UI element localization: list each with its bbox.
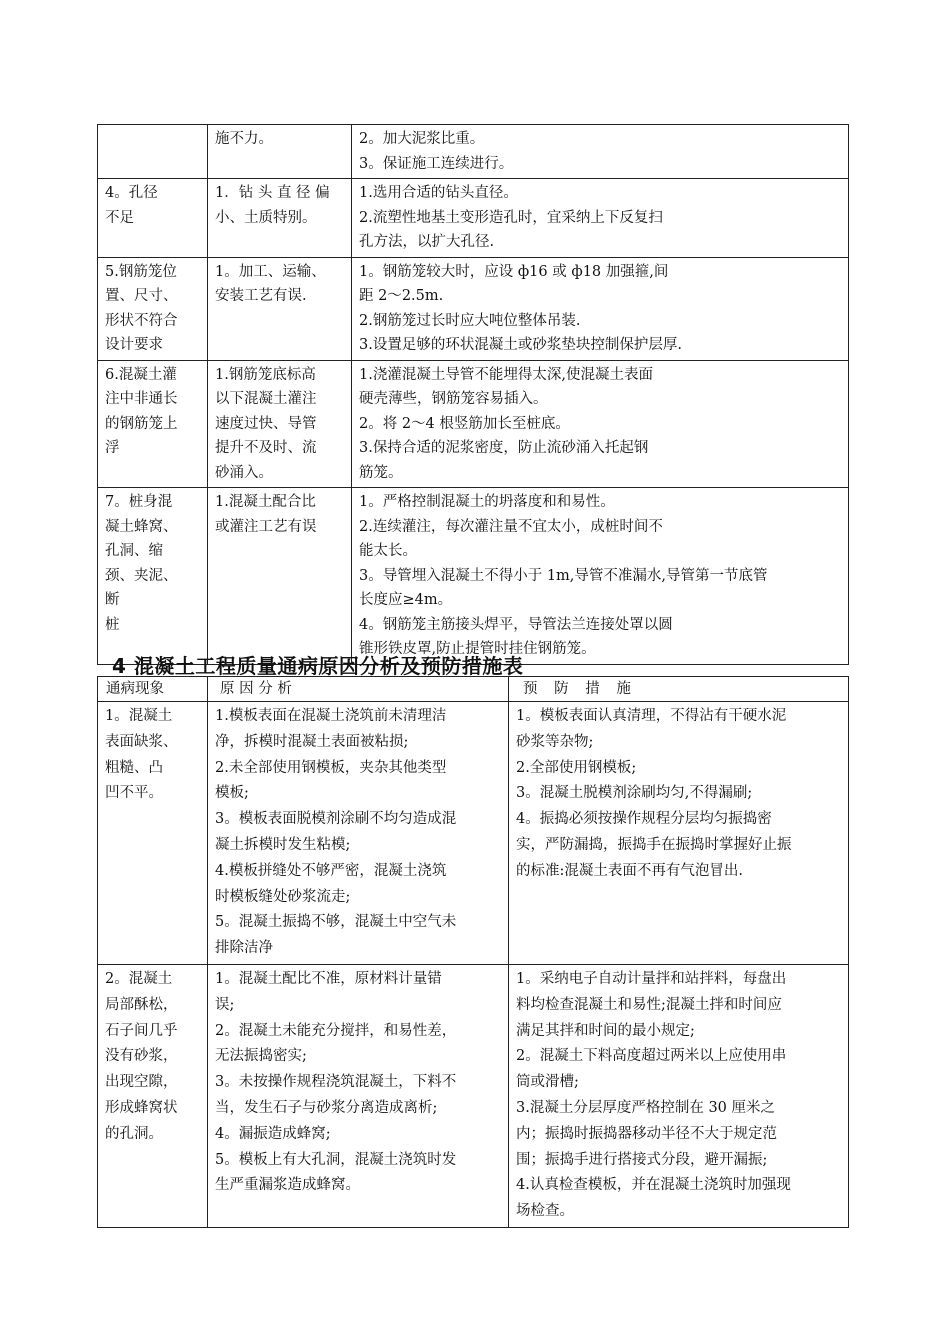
issue-line: 2。混凝土 bbox=[105, 970, 173, 987]
cause-line: 砂涌入。 bbox=[215, 464, 273, 481]
cause-line: 1.钢筋笼底标高 bbox=[215, 366, 316, 383]
measures-line: 3。混凝土脱模剂涂刷均匀,不得漏刷; bbox=[516, 785, 753, 802]
measures-line: 2.全部使用钢模板; bbox=[516, 759, 637, 776]
cause-line: 以下混凝土灌注 bbox=[215, 391, 317, 407]
measures-line: 围；振捣手进行搭接式分段，避开漏振; bbox=[516, 1151, 768, 1168]
cause-line: 小、土质特别。 bbox=[215, 209, 317, 226]
issue-line: 4。孔径 bbox=[105, 185, 158, 201]
issue-cell bbox=[98, 179, 208, 258]
header-cause: 原 因 分 析 bbox=[208, 677, 509, 702]
cause-cell bbox=[208, 179, 352, 258]
issue-line: 断 bbox=[105, 592, 120, 608]
measures-line: 3.设置足够的环状混凝土或砂浆垫块控制保护层厚. bbox=[359, 337, 682, 353]
measures-line: 3.混凝土分层厚度严格控制在 30 厘米之 bbox=[516, 1099, 776, 1116]
cause-line: 排除洁净 bbox=[215, 940, 273, 957]
cause-line: 误; bbox=[215, 996, 235, 1013]
issue-line: 不足 bbox=[105, 209, 134, 226]
measures-line: 4。振捣必须按操作规程分层均匀振捣密 bbox=[516, 811, 772, 828]
issue-line: 颈、夹泥、 bbox=[105, 567, 178, 584]
table-row bbox=[98, 488, 849, 665]
measures-cell bbox=[352, 125, 849, 179]
cause-cell bbox=[208, 257, 352, 360]
measures-line: 2。将 2～4 根竖筋加长至桩底。 bbox=[359, 415, 570, 432]
measures-line: 2.流塑性地基土变形造孔时，宜采纳上下反复扫 bbox=[359, 209, 663, 226]
measures-line: 4。钢筋笼主筋接头焊平，导管法兰连接处罩以圆 bbox=[359, 616, 673, 633]
cause-line: 无法振捣密实; bbox=[215, 1048, 307, 1065]
measures-line: 2.钢筋笼过长时应大吨位整体吊装. bbox=[359, 312, 581, 329]
issue-cell bbox=[98, 360, 208, 488]
measures-line: 硬壳薄些，钢筋笼容易插入。 bbox=[359, 391, 548, 407]
cause-line: 2.未全部使用钢模板，夹杂其他类型 bbox=[215, 759, 447, 776]
table-row bbox=[98, 125, 849, 179]
cause-line: 净，拆模时混凝土表面被粘损; bbox=[215, 733, 409, 750]
cause-line: 或灌注工艺有误 bbox=[215, 518, 317, 535]
measures-cell bbox=[352, 488, 849, 665]
measures-line: 孔方法，以扩大孔径. bbox=[359, 234, 495, 250]
issue-line: 置、尺寸、 bbox=[105, 288, 178, 304]
issue-cell bbox=[98, 702, 208, 965]
cause-line: 时模板缝处砂浆流走; bbox=[215, 888, 351, 905]
table-header-row bbox=[98, 677, 849, 702]
issue-cell bbox=[98, 125, 208, 179]
cause-line: 1。混凝土配比不准，原材料计量错 bbox=[215, 970, 442, 987]
cause-line: 2。混凝土未能充分搅拌，和易性差， bbox=[215, 1022, 457, 1039]
issue-line: 凝土蜂窝、 bbox=[105, 518, 178, 535]
cause-cell bbox=[208, 964, 509, 1227]
issue-cell bbox=[98, 257, 208, 360]
measures-line: 满足其拌和时间的最小规定; bbox=[516, 1022, 695, 1039]
cause-line: 1．钻 头 直 径 偏 bbox=[215, 185, 330, 201]
measures-line: 2.连续灌注，每次灌注量不宜太小，成桩时间不 bbox=[359, 518, 663, 535]
header-issue: 通病现象 bbox=[98, 677, 208, 702]
table-row bbox=[98, 360, 849, 488]
issue-line: 出现空隙， bbox=[105, 1074, 178, 1091]
measures-line: 长度应≥4m。 bbox=[359, 592, 453, 608]
cause-line: 3。未按操作规程浇筑混凝土，下料不 bbox=[215, 1074, 457, 1091]
issue-line: 形状不符合 bbox=[105, 312, 178, 329]
measures-cell bbox=[352, 179, 849, 258]
table-row bbox=[98, 964, 849, 1227]
issue-line: 局部酥松， bbox=[105, 996, 178, 1013]
cause-line: 5。混凝土振捣不够，混凝土中空气未 bbox=[215, 914, 457, 931]
issue-line: 5.钢筋笼位 bbox=[105, 263, 177, 280]
measures-line: 3.保持合适的泥浆密度，防止流砂涌入托起钢 bbox=[359, 440, 649, 456]
cause-cell bbox=[208, 488, 352, 665]
measures-line: 筒或滑槽; bbox=[516, 1074, 579, 1091]
measures-line: 距 2～2.5m. bbox=[359, 288, 444, 304]
measures-line: 筋笼。 bbox=[359, 464, 403, 481]
cause-line: 施不力。 bbox=[215, 131, 273, 147]
measures-line: 锥形铁皮罩,防止提管时挂住钢筋笼。 bbox=[359, 641, 596, 657]
issue-cell bbox=[98, 488, 208, 665]
issue-line: 的孔洞。 bbox=[105, 1125, 163, 1142]
section-title: 4 混凝土工程质量通病原因分析及预防措施表 bbox=[112, 654, 524, 678]
measures-cell bbox=[352, 257, 849, 360]
issue-line: 表面缺浆、 bbox=[105, 733, 178, 750]
cause-line: 生严重漏浆造成蜂窝。 bbox=[215, 1177, 360, 1194]
cause-line: 模板; bbox=[215, 785, 249, 802]
cause-line: 当，发生石子与砂浆分离造成离析; bbox=[215, 1099, 438, 1116]
issue-line: 桩 bbox=[105, 616, 120, 633]
cause-line: 4.模板拼缝处不够严密，混凝土浇筑 bbox=[215, 862, 447, 879]
cause-cell bbox=[208, 125, 352, 179]
issue-line: 7。桩身混 bbox=[105, 494, 173, 510]
issue-line: 形成蜂窝状 bbox=[105, 1099, 178, 1116]
measures-line: 1。采纳电子自动计量拌和站拌料，每盘出 bbox=[516, 970, 787, 987]
measures-cell bbox=[352, 360, 849, 488]
measures-line: 1.选用合适的钻头直径。 bbox=[359, 185, 518, 201]
measures-line: 2。混凝土下料高度超过两米以上应使用串 bbox=[516, 1048, 787, 1065]
table-row bbox=[98, 257, 849, 360]
issue-line: 注中非通长 bbox=[105, 391, 178, 407]
table-row bbox=[98, 179, 849, 258]
cause-line: 1.模板表面在混凝土浇筑前未清理洁 bbox=[215, 708, 447, 724]
issue-line: 6.混凝土灌 bbox=[105, 366, 177, 383]
cause-line: 提升不及时、流 bbox=[215, 440, 317, 456]
cause-line: 速度过快、导管 bbox=[215, 415, 317, 432]
issue-cell bbox=[98, 964, 208, 1227]
cause-cell bbox=[208, 360, 352, 488]
measures-line: 料均检查混凝土和易性;混凝土拌和时间应 bbox=[516, 996, 782, 1013]
table-row bbox=[98, 702, 849, 965]
measures-line: 能太长。 bbox=[359, 543, 417, 559]
measures-line: 场检查。 bbox=[516, 1203, 574, 1220]
measures-line: 1.浇灌混凝土导管不能埋得太深,使混凝土表面 bbox=[359, 366, 653, 383]
cause-line: 1。加工、运输、 bbox=[215, 263, 326, 280]
measures-line: 3。保证施工连续进行。 bbox=[359, 155, 514, 172]
measures-line: 1。钢筋笼较大时，应设 ф16 或 ф18 加强箍,间 bbox=[359, 263, 669, 280]
measures-line: 实，严防漏捣，振捣手在振捣时掌握好止振 bbox=[516, 836, 792, 853]
issue-line: 孔洞、缩 bbox=[105, 543, 163, 559]
cause-line: 4。漏振造成蜂窝; bbox=[215, 1125, 331, 1142]
measures-line: 1。严格控制混凝土的坍落度和和易性。 bbox=[359, 494, 615, 510]
concrete-defects-table bbox=[97, 676, 849, 1228]
cause-line: 安装工艺有误. bbox=[215, 288, 307, 304]
issue-line: 设计要求 bbox=[105, 337, 163, 353]
issue-line: 的钢筋笼上 bbox=[105, 415, 178, 432]
issue-line: 石子间几乎 bbox=[105, 1022, 178, 1039]
cause-cell bbox=[208, 702, 509, 965]
header-measures: 预 防 措 施 bbox=[509, 677, 849, 702]
measures-cell bbox=[509, 702, 849, 965]
issue-line: 没有砂浆， bbox=[105, 1048, 178, 1065]
measures-line: 4.认真检查模板，并在混凝土浇筑时加强现 bbox=[516, 1177, 791, 1194]
cause-line: 1.混凝土配合比 bbox=[215, 494, 316, 510]
measures-line: 的标准:混凝土表面不再有气泡冒出. bbox=[516, 862, 743, 879]
pile-defects-table bbox=[97, 124, 849, 665]
measures-cell bbox=[509, 964, 849, 1227]
measures-line: 砂浆等杂物; bbox=[516, 733, 594, 750]
measures-line: 内；振捣时振捣器移动半径不大于规定范 bbox=[516, 1125, 777, 1142]
cause-line: 凝土拆模时发生粘模; bbox=[215, 836, 351, 853]
issue-line: 粗糙、凸 bbox=[105, 759, 163, 776]
issue-line: 1。混凝土 bbox=[105, 708, 173, 724]
measures-line: 2。加大泥浆比重。 bbox=[359, 131, 485, 147]
measures-line: 3。导管埋入混凝土不得小于 1m,导管不准漏水,导管第一节底管 bbox=[359, 567, 768, 584]
issue-line: 凹不平。 bbox=[105, 785, 163, 802]
cause-line: 3。模板表面脱模剂涂刷不均匀造成混 bbox=[215, 811, 457, 828]
issue-line: 浮 bbox=[105, 440, 120, 456]
measures-line: 1。模板表面认真清理，不得沾有干硬水泥 bbox=[516, 708, 787, 724]
cause-line: 5。模板上有大孔洞，混凝土浇筑时发 bbox=[215, 1151, 457, 1168]
